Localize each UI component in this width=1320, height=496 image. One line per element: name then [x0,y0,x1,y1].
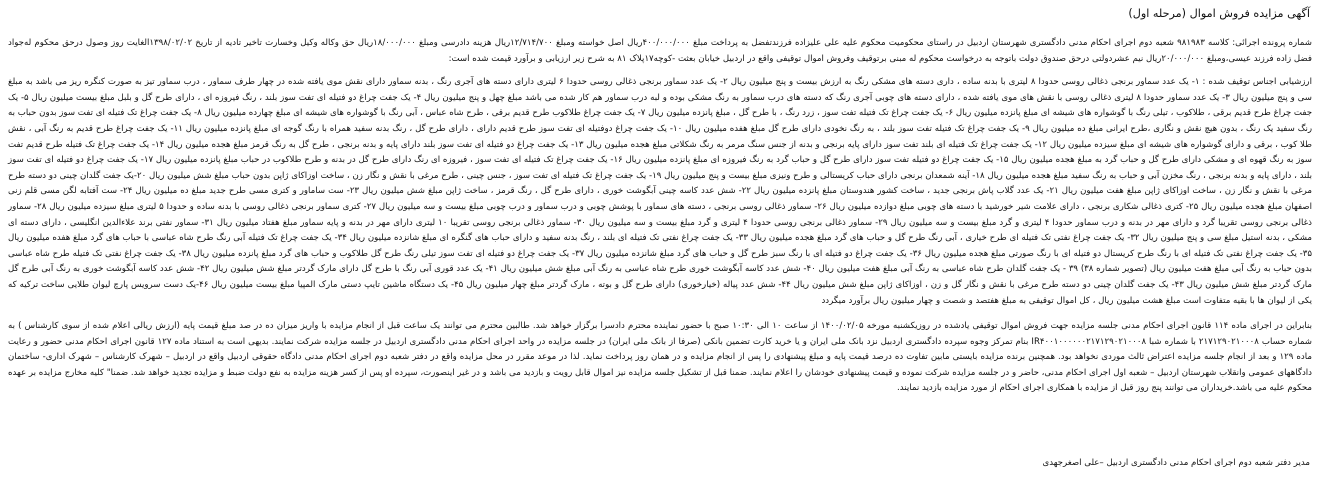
notice-intro-paragraph: شماره پرونده اجرائی: کلاسه ۹۸۱۹۸۳ شعبه دوم اجرای احکام مدنی دادگستری شهرستان اردبیل در راستای محکومیت محکوم علیه علی علیزاده فرزندتفضل به پرداخت مبلغ ۴۰۰/۰۰۰/۰۰۰ریال اصل خواسته ومبلغ ۱۲/۷۱۴/۷۰۰ریال هزینه دادرسی ومبلغ ۱۸/۰۰۰/۰۰۰ریال حق وکاله وکیل وخسارت تاخیر تادیه از تاریخ ۱۳۹۸/۰۲/۰۲الغایت روز وصول درحق محکوم له‌جواد فضل زاده فرزند عیسی،ومبلغ ۲۰/۰۰۰/۰۰۰ریال نیم عشردولتی درحق صندوق دولت باتوجه به درخواست محکوم له مبنی برتوقیف وفروش اموال توقیفی واقع در اردبیل خیابان بعثت -کوچه۱۷پلاک ۸۱ به شرح زیر ارزیابی و برآورد قیمت شده است: [8,38,1312,64]
notice-title: آگهی مزایده فروش اموال (مرحله اول) [1128,7,1310,20]
notice-terms-paragraph: بنابراین در اجرای ماده ۱۱۴ قانون اجرای احکام مدنی جلسه مزایده جهت فروش اموال توقیفی یادشده در روزیکشنبه مورخه ۱۴۰۰/۰۲/۰۵ از ساعت ۱۰ الی ۱۰:۳۰ صبح با حضور نماینده محترم دادسرا برگزار خواهد شد. طالبین محترم می توانند یک ساعت قبل از انجام مزایده با واریز میزان ده در صد مبلغ قیمت پایه (ارزش ریالی اعلام شده از سوی کارشناس ) به شماره حساب ۲۱۷۱۲۹۰۲۱۰۰۰۸ با شماره شبا IR۴۰۰۱۰۰۰۰۰۰۲۱۷۱۲۹۰۲۱۰۰۰۸ بنام تمرکز وجوه سپرده دادگستری اردبیل نزد بانک ملی ایران و یا خرید کارت تضمین بانکی (صرفا از بانک ملی ایران) در جلسه مزایده در واحد اجرای احکام مدنی دادگستری اردبیل در جلسه مزایده شرکت نمایند. بدیهی است به استناد ماده ۱۲۷ قانون اجرای احکام مدنی حضور و رعایت ماده ۱۲۹ و بعد از انجام جلسه مزایده اعتراض ثالث موردی نخواهد بود. همچنین برنده مزایده بایستی مابین تفاوت ده درصد قیمت پایه و مبلغ پیشنهادی را پس از انجام مزایده و در همان روز پرداخت نماید. لذا در موعد مقرر در محل مزایده واقع در دفتر شعبه دوم اجرای احکام مدنی دادگاه حقوقی اردبیل واقع در اردبیل – شهرک کارشناس – شهرک اداری- ساختمان دادگاههای عمومی وانقلاب شهرستان اردبیل – شعبه اول اجرای احکام مدنی، حاضر و در جلسه مزایده شرکت نموده و قیمت پیشنهادی خودشان را اعلام نمایند. ضمنا قبل از تشکیل جلسه مزایده نیز اموال قابل رویت و بازدید می باشد و در غیر اینصورت، سپرده او پس از کسر هزینه مزایده به نفع دولت ضبط و مزایده تجدید خواهد شد. ضمنا" کلیه مخارج مزایده بر عهده محکوم علیه می باشد.خریداران می توانند پنج روز قبل از مزایده با همکاری اجرای احکام از مورد مزایده بازدید نمایند. [8,321,1312,394]
notice-signature: مدیر دفتر شعبه دوم اجرای احکام مدنی دادگستری اردبیل –علی اصغرجهدی [1042,458,1310,468]
notice-items-paragraph: ارزشیابی اجناس توقیف شده : ۱- یک عدد سماور برنجی ذغالی روسی حدودا ۸ لیتری با بدنه ساده ، داری دسته های مشکی رنگ به ارزش بیست و پنج میلیون ریال ۲- یک عدد سماور برنجی ذغالی روسی حدودا ۶ لیتری دارای دسته های آجری رنگ ، بدنه سماور دارای نقش موی یافته شده در چهار طرف سماور ، درب سماور تیز به صورت کنگره ریز می باشد به مبلغ سی و پنج میلیون ریال ۳- یک عدد سماور حدودا ۸ لیتری ذغالی روسی با نقش های موی یافته شده ، دارای دسته های چوبی آجری رنگ که دسته های درب سماور به رنگ مشکی بوده و لبه درب سماور هم کار شده می باشد مبلغ چهل و پنج میلیون ریال ۴- یک جفت چراغ دو فتیله ای تفت سوز بلند ، رنگ فیروزه ای ، دارای طرح گل و بلبل مبلغ بیست میلیون ریال ۵- یک جفت چراغ طرح قدیم برقی ، طلاکوب ، تیلی رنگ با گوشواره های شیشه ای مبلغ پانزده میلیون ریال ۶- یک جفت چراغ تک فتیله تفت سوز ، زرد رنگ ، با طرح گل ، مبلغ پانزده میلیون ریال ۷- یک جفت چراغ طلاکوب طرح قدیم برقی ، طرح شاه عباس ، آبی رنگ با گوشواره های شیشه ای مبلغ چهارده میلیون ریال ۸- یک جفت چراغ تک فتیله ای تفت سوز بدون حباب به رنگ سفید یک رنگ ، بدون هیچ نقش و نگاری ،طرح ایرانی مبلغ ده میلیون ریال ۹- یک جفت چراغ تک فتیله تفت سوز بلند ، به رنگ نخودی دارای طرح گل مبلغ هفده میلیون ریال ۱۰- یک جفت چراغ دوفتیله ای تفت سوز طرح قدیم دارای ، دارای طرح گل ، رنگ بدنه سفید همراه با رنگ گوجه ای مبلغ پانزده میلیون ریال ۱۱- یک جفت چراغ طرح قدیم به رنگ آبی ، نقش طلا کوب ، برقی و دارای گوشواره های شیشه ای مبلغ سیزده میلیون ریال ۱۲- یک جفت چراغ تک فتیله ای بلند تفت سوز دارای پایه برنجی و بدنه از جنس سنگ مرمر به رنگ شکلاتی مبلغ هجده میلیون ریال ۱۳- یک جفت چراغ دو فتیله ای تفت سوز بلند دارای پایه و بدنه برنجی ، طرح گل به رنگ قرمز مبلغ هجده میلیون ریال ۱۴- یک جفت چراغ تک فتیله طرح قدیم تفت سوز به رنگ قهوه ای و مشکی دارای طرح گل و حباب گرد به مبلغ هجده میلیون ریال ۱۵- یک جفت چراغ دو فتیله تفت سوز دارای طرح گل و حباب گرد به رنگ فیروزه ای مبلغ پانزده میلیون ریال ۱۶- یک جفت چراغ تک فتیله ای تفت سوز ، فیروزه ای رنگ دارای طرح گل در بدنه و طرح طلاکوب در حباب مبلغ پانزده میلیون ریال ۱۷- یک جفت چراغ دو فتیله ای تفت سوز بلند ، دارای پایه و بدنه برنجی ، رنگ مخزن آبی و حباب به رنگ سفید مبلغ هجده میلیون ریال ۱۸- آینه شمعدان برنجی دارای حباب کریستالی و طرح ونیزی مبلغ بیست و پنج میلیون ریال ۱۹- یک جفت چراغ تک فتیله ای تفت سوز ، جنس چینی ، طرح مرغی با نقش و نگار زن ، ساخت اوزاکای ژاپن بدون حباب مبلغ شش میلیون ریال ۲۰-یک جفت گلدان چینی دو دسته طرح مرغی با نقش و نگار زن ، ساخت اوزاکای ژاپن مبلغ هفت میلیون ریال ۲۱- یک عدد گلاب پاش برنجی جدید ، ساخت کشور هندوستان مبلغ پانزده میلیون ریال ۲۲- شش عدد کاسه چینی آبگوشت خوری ، دارای طرح گل ، رنگ قرمز ، ساخت ژاپن مبلغ شش میلیون ریال ۲۳- ست ساماور و کتری مسی طرح جدید مبلغ ده میلیون ریال ۲۴- ست آفتابه لگن مسی قلم زنی اصفهان مبلغ هجده میلیون ریال ۲۵- کتری ذغالی شکاری برنجی ، دارای علامت شیر خورشید با دسته های چوبی مبلغ دوازده میلیون ریال ۲۶- سماور ذغالی روسی برنجی ، دسته های سماور با پوشش چوبی و درب سماور و درب چوبی مبلغ بیست و سه میلیون ریال ۲۷- کتری سماور برنجی ذغالی روسی با بدنه ساده و حدودا ۵ لیتری مبلغ سیزده میلیون ریال ۲۸- سماور ذغالی برنجی روسی تقریبا گرد و دارای مهر در بدنه و درب سماور حدودا ۴ لیتری و گرد مبلغ بیست و سه میلیون ریال ۲۹- سماور ذغالی برنجی روسی حدودا ۴ لیتری و گرد مبلغ بیست و سه میلیون ریال ۳۰- سماور ذغالی برنجی روسی تقریبا ۱۰ لیتری دارای مهر در بدنه و پایه سماور مبلغ هفتاد میلیون ریال ۳۱- سماور نفتی برند علاءالدین انگلیسی ، دارای دسته ای مشکی ، بدنه استیل مبلغ سی و پنج میلیون ریال ۳۲- یک جفت چراغ نفتی تک فتیله ای طرح خیاری ، آبی رنگ طرح گل و حباب های گرد مبلغ هجده میلیون ریال ۳۳- یک جفت چراغ نفتی تک فتیله ای بلند ، رنگ بدنه سفید و دارای حباب های گنگره ای مبلغ شانزده میلیون ریال ۳۴- یک جفت چراغ تک فتیله آبی رنگ طرح شاه عباسی با حباب های گرد مبلغ هفده میلیون ریال ۳۵- یک جفت چراغ نفتی تک فتیله ای با رنگ طرح کریستال دو فتیله ای با رنگ صورتی مبلغ هجده میلیون ریال ۳۶- یک جفت چراغ دو فتیله ای با رنگ سبز طرح گل و حباب های گرد مبلغ شانزده میلیون ریال ۳۷- یک جفت چراغ دو فتیله ای تفت سوز تیلی رنگ طرح گل طلاکوب و حباب های گرد مبلغ پانزده میلیون ریال ۳۸- یک جفت چراغ نفتی تک فتیله طرح شاه عباسی بدون حباب به رنگ آبی مبلغ هفت میلیون ریال (تصویر شماره ۳۸) ۳۹ - یک جفت گلدان طرح شاه عباسی به رنگ آبی مبلغ هفت میلیون ریال ۴۰- شش عدد کاسه آبگوشت خوری طرح شاه عباسی به رنگ آبی مبلغ شش میلیون ریال ۴۱- یک عدد قوری آبی رنگ با طرح گل دارای مارک گردتر مبلغ شش میلیون ریال ۴۲- شش عدد کاسه آبگوشت خوری به رنگ آبی طرح گل مارک گردتر مبلغ شش میلیون ریال ۴۳- یک جفت گلدان چینی دو دسته طرح مرغی با نقش و نگار گل و زن ، اوزاکای ژاپن مبلغ شش میلیون ریال ۴۴- شش عدد پیاله (خیارخوری) دارای طرح گل و بوته ، مارک گردتر مبلغ چهار میلیون ریال ۴۵- یک دستگاه ماشین تایپ دستی مارک المپیا مبلغ بیست میلیون ریال ۴۶-یک دست سرویس پارچ لیوان طلایی ساخت ترکیه که یکی از لیوان ها با بقیه متفاوت است مبلغ هشت میلیون ریال ، کل اموال توقیفی به مبلغ هفتصد و شصت و چهار میلیون ریال برآورد میگردد [8,77,1313,306]
